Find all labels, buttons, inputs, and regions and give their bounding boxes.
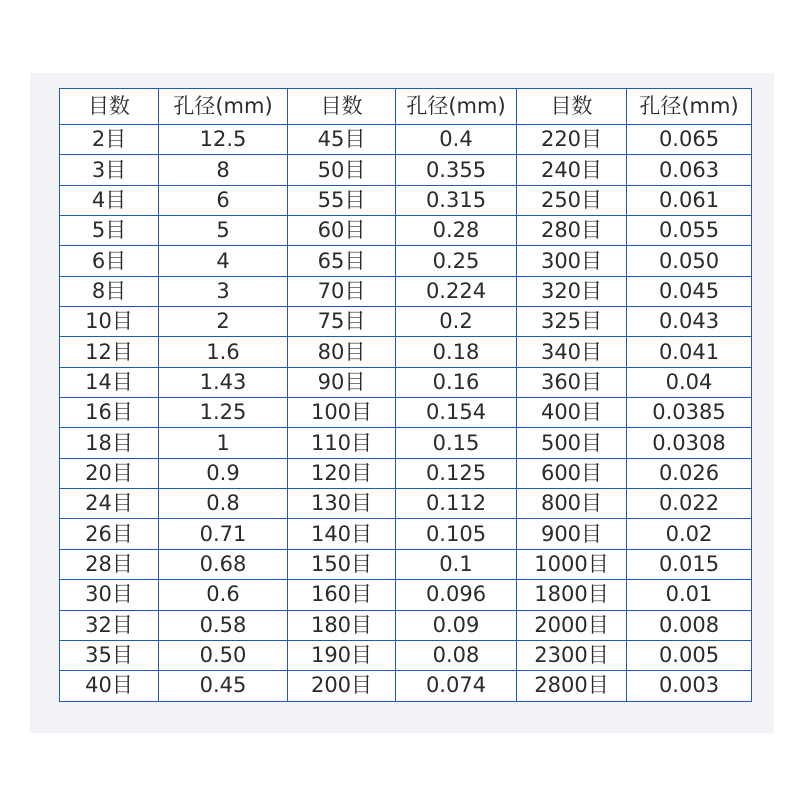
table-row xyxy=(60,580,752,610)
table-row xyxy=(60,458,752,488)
mesh-count-cell: 130目 xyxy=(288,489,396,519)
table-row xyxy=(60,307,752,337)
aperture-cell: 0.09 xyxy=(396,610,517,640)
aperture-cell: 8 xyxy=(159,155,288,185)
aperture-cell: 0.4 xyxy=(396,125,517,155)
mesh-count-cell: 500目 xyxy=(517,428,627,458)
mesh-count-cell: 18目 xyxy=(60,428,159,458)
aperture-cell: 0.224 xyxy=(396,276,517,306)
mesh-count-cell: 300目 xyxy=(517,246,627,276)
table-row xyxy=(60,367,752,397)
table-row xyxy=(60,489,752,519)
table-row xyxy=(60,428,752,458)
aperture-cell: 0.041 xyxy=(627,337,752,367)
table-row xyxy=(60,519,752,549)
header-aperture-mm: 孔径(mm) xyxy=(159,89,288,125)
header-mesh-count: 目数 xyxy=(288,89,396,125)
aperture-cell: 0.0385 xyxy=(627,398,752,428)
table-row xyxy=(60,549,752,579)
aperture-cell: 0.315 xyxy=(396,185,517,215)
mesh-count-cell: 4目 xyxy=(60,185,159,215)
mesh-count-cell: 2000目 xyxy=(517,610,627,640)
aperture-cell: 0.050 xyxy=(627,246,752,276)
mesh-count-cell: 75目 xyxy=(288,307,396,337)
aperture-cell: 0.055 xyxy=(627,216,752,246)
mesh-count-cell: 26目 xyxy=(60,519,159,549)
aperture-cell: 0.18 xyxy=(396,337,517,367)
aperture-cell: 0.02 xyxy=(627,519,752,549)
aperture-cell: 0.045 xyxy=(627,276,752,306)
aperture-cell: 0.105 xyxy=(396,519,517,549)
aperture-cell: 0.061 xyxy=(627,185,752,215)
table-row xyxy=(60,671,752,701)
mesh-count-cell: 180目 xyxy=(288,610,396,640)
mesh-count-cell: 6目 xyxy=(60,246,159,276)
mesh-count-cell: 800目 xyxy=(517,489,627,519)
mesh-count-cell: 20目 xyxy=(60,458,159,488)
aperture-cell: 0.01 xyxy=(627,580,752,610)
mesh-count-cell: 55目 xyxy=(288,185,396,215)
mesh-count-cell: 325目 xyxy=(517,307,627,337)
mesh-count-cell: 100目 xyxy=(288,398,396,428)
aperture-cell: 4 xyxy=(159,246,288,276)
aperture-cell: 0.08 xyxy=(396,640,517,670)
aperture-cell: 0.008 xyxy=(627,610,752,640)
mesh-count-cell: 200目 xyxy=(288,671,396,701)
mesh-count-cell: 14目 xyxy=(60,367,159,397)
mesh-count-cell: 1000目 xyxy=(517,549,627,579)
aperture-cell: 0.25 xyxy=(396,246,517,276)
mesh-count-cell: 900目 xyxy=(517,519,627,549)
aperture-cell: 0.003 xyxy=(627,671,752,701)
aperture-cell: 1 xyxy=(159,428,288,458)
mesh-count-cell: 24目 xyxy=(60,489,159,519)
aperture-cell: 0.125 xyxy=(396,458,517,488)
mesh-count-cell: 600目 xyxy=(517,458,627,488)
table-row xyxy=(60,125,752,155)
table-row xyxy=(60,216,752,246)
mesh-aperture-table xyxy=(59,88,752,702)
aperture-cell: 0.026 xyxy=(627,458,752,488)
mesh-count-cell: 28目 xyxy=(60,549,159,579)
mesh-count-cell: 160目 xyxy=(288,580,396,610)
mesh-count-cell: 120目 xyxy=(288,458,396,488)
aperture-cell: 0.005 xyxy=(627,640,752,670)
mesh-count-cell: 40目 xyxy=(60,671,159,701)
mesh-count-cell: 3目 xyxy=(60,155,159,185)
mesh-count-cell: 320目 xyxy=(517,276,627,306)
aperture-cell: 0.015 xyxy=(627,549,752,579)
mesh-count-cell: 50目 xyxy=(288,155,396,185)
mesh-count-cell: 280目 xyxy=(517,216,627,246)
aperture-cell: 0.28 xyxy=(396,216,517,246)
mesh-count-cell: 12目 xyxy=(60,337,159,367)
table-row xyxy=(60,610,752,640)
table-row xyxy=(60,640,752,670)
aperture-cell: 0.50 xyxy=(159,640,288,670)
mesh-count-cell: 2300目 xyxy=(517,640,627,670)
aperture-cell: 0.063 xyxy=(627,155,752,185)
mesh-count-cell: 65目 xyxy=(288,246,396,276)
header-mesh-count: 目数 xyxy=(60,89,159,125)
mesh-count-cell: 5目 xyxy=(60,216,159,246)
aperture-cell: 0.065 xyxy=(627,125,752,155)
aperture-cell: 3 xyxy=(159,276,288,306)
mesh-count-cell: 250目 xyxy=(517,185,627,215)
aperture-cell: 0.45 xyxy=(159,671,288,701)
aperture-cell: 2 xyxy=(159,307,288,337)
aperture-cell: 1.43 xyxy=(159,367,288,397)
aperture-cell: 0.8 xyxy=(159,489,288,519)
mesh-count-cell: 340目 xyxy=(517,337,627,367)
table-row xyxy=(60,398,752,428)
mesh-count-cell: 8目 xyxy=(60,276,159,306)
mesh-count-cell: 360目 xyxy=(517,367,627,397)
mesh-count-cell: 220目 xyxy=(517,125,627,155)
mesh-count-cell: 110目 xyxy=(288,428,396,458)
aperture-cell: 5 xyxy=(159,216,288,246)
aperture-cell: 12.5 xyxy=(159,125,288,155)
mesh-count-cell: 240目 xyxy=(517,155,627,185)
aperture-cell: 0.074 xyxy=(396,671,517,701)
mesh-count-cell: 400目 xyxy=(517,398,627,428)
table-row xyxy=(60,337,752,367)
aperture-cell: 0.112 xyxy=(396,489,517,519)
mesh-count-cell: 1800目 xyxy=(517,580,627,610)
aperture-cell: 0.6 xyxy=(159,580,288,610)
mesh-count-cell: 150目 xyxy=(288,549,396,579)
mesh-count-cell: 90目 xyxy=(288,367,396,397)
mesh-count-cell: 140目 xyxy=(288,519,396,549)
header-aperture-mm: 孔径(mm) xyxy=(627,89,752,125)
aperture-cell: 6 xyxy=(159,185,288,215)
mesh-count-cell: 30目 xyxy=(60,580,159,610)
mesh-count-cell: 70目 xyxy=(288,276,396,306)
aperture-cell: 1.6 xyxy=(159,337,288,367)
table-header-row xyxy=(60,89,752,125)
aperture-cell: 0.04 xyxy=(627,367,752,397)
header-aperture-mm: 孔径(mm) xyxy=(396,89,517,125)
aperture-cell: 0.043 xyxy=(627,307,752,337)
aperture-cell: 0.154 xyxy=(396,398,517,428)
mesh-count-cell: 32目 xyxy=(60,610,159,640)
mesh-count-cell: 45目 xyxy=(288,125,396,155)
mesh-count-cell: 2800目 xyxy=(517,671,627,701)
mesh-count-cell: 16目 xyxy=(60,398,159,428)
table-row xyxy=(60,276,752,306)
mesh-count-cell: 35目 xyxy=(60,640,159,670)
mesh-count-cell: 10目 xyxy=(60,307,159,337)
mesh-count-cell: 190目 xyxy=(288,640,396,670)
aperture-cell: 0.68 xyxy=(159,549,288,579)
table-row xyxy=(60,246,752,276)
aperture-cell: 0.0308 xyxy=(627,428,752,458)
aperture-cell: 0.2 xyxy=(396,307,517,337)
table-row xyxy=(60,155,752,185)
header-mesh-count: 目数 xyxy=(517,89,627,125)
aperture-cell: 0.71 xyxy=(159,519,288,549)
table-row xyxy=(60,185,752,215)
aperture-cell: 0.15 xyxy=(396,428,517,458)
aperture-cell: 0.16 xyxy=(396,367,517,397)
aperture-cell: 0.096 xyxy=(396,580,517,610)
aperture-cell: 1.25 xyxy=(159,398,288,428)
aperture-cell: 0.9 xyxy=(159,458,288,488)
aperture-cell: 0.355 xyxy=(396,155,517,185)
aperture-cell: 0.022 xyxy=(627,489,752,519)
mesh-count-cell: 80目 xyxy=(288,337,396,367)
mesh-count-cell: 60目 xyxy=(288,216,396,246)
mesh-count-cell: 2目 xyxy=(60,125,159,155)
aperture-cell: 0.1 xyxy=(396,549,517,579)
aperture-cell: 0.58 xyxy=(159,610,288,640)
